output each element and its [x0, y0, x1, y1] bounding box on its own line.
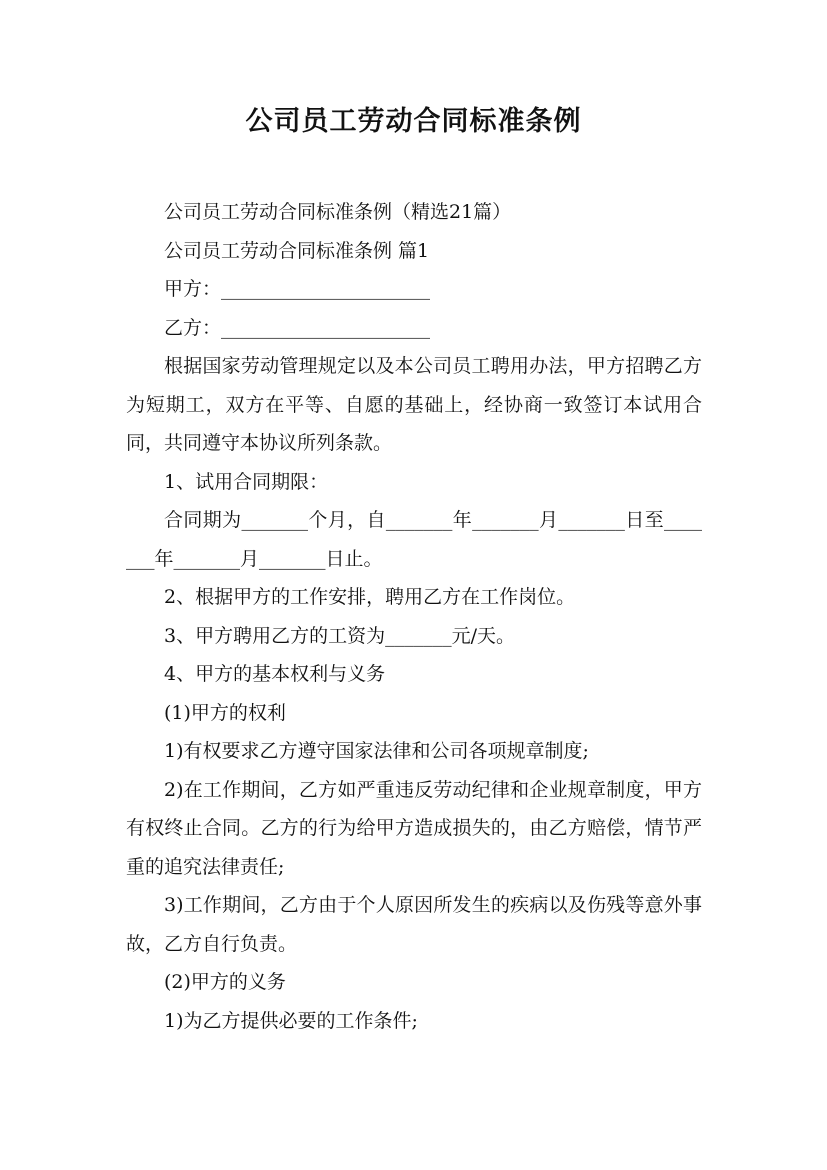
clause-1-heading: 1、试用合同期限： — [164, 470, 329, 493]
party-b-field: 乙方：______________________ — [164, 316, 431, 339]
paragraph-subtitle: 公司员工劳动合同标准条例（精选21篇） — [164, 201, 512, 223]
paragraph-intro: 根据国家劳动管理规定以及本公司员工聘用办法，甲方招聘乙方为短期工，双方在平等、自愿的基础上，经协商一致签订本试用合同，共同遵守本协议所列条款。 — [126, 355, 702, 454]
clause-3: 3、甲方聘用乙方的工资为_______元/天。 — [164, 624, 515, 647]
document-body — [126, 193, 702, 1040]
clause-1-term: 合同期为_______个月，自_______年_______月_______日至_______年_______月_______日止。 — [126, 509, 702, 570]
clause-2: 2、根据甲方的工作安排，聘用乙方在工作岗位。 — [164, 586, 576, 608]
right-item-1: 1)有权要求乙方遵守国家法律和公司各项规章制度; — [164, 740, 589, 762]
party-a-field: 甲方：______________________ — [164, 278, 431, 300]
document-title: 公司员工劳动合同标准条例 — [245, 106, 582, 137]
clause-4-heading: 4、甲方的基本权利与义务 — [164, 663, 386, 685]
duty-item-1: 1)为乙方提供必要的工作条件; — [164, 1009, 418, 1032]
subclause-duties-heading: (2)甲方的义务 — [164, 971, 286, 993]
subclause-rights-heading: (1)甲方的权利 — [164, 701, 286, 724]
paragraph-section-heading: 公司员工劳动合同标准条例 篇1 — [164, 239, 430, 262]
right-item-2: 2)在工作期间，乙方如严重违反劳动纪律和企业规章制度，甲方有权终止合同。乙方的行为给甲方造成损失的，由乙方赔偿，情节严重的追究法律责任; — [126, 778, 702, 878]
right-item-3: 3)工作期间，乙方由于个人原因所发生的疾病以及伤残等意外事故，乙方自行负责。 — [126, 894, 702, 955]
